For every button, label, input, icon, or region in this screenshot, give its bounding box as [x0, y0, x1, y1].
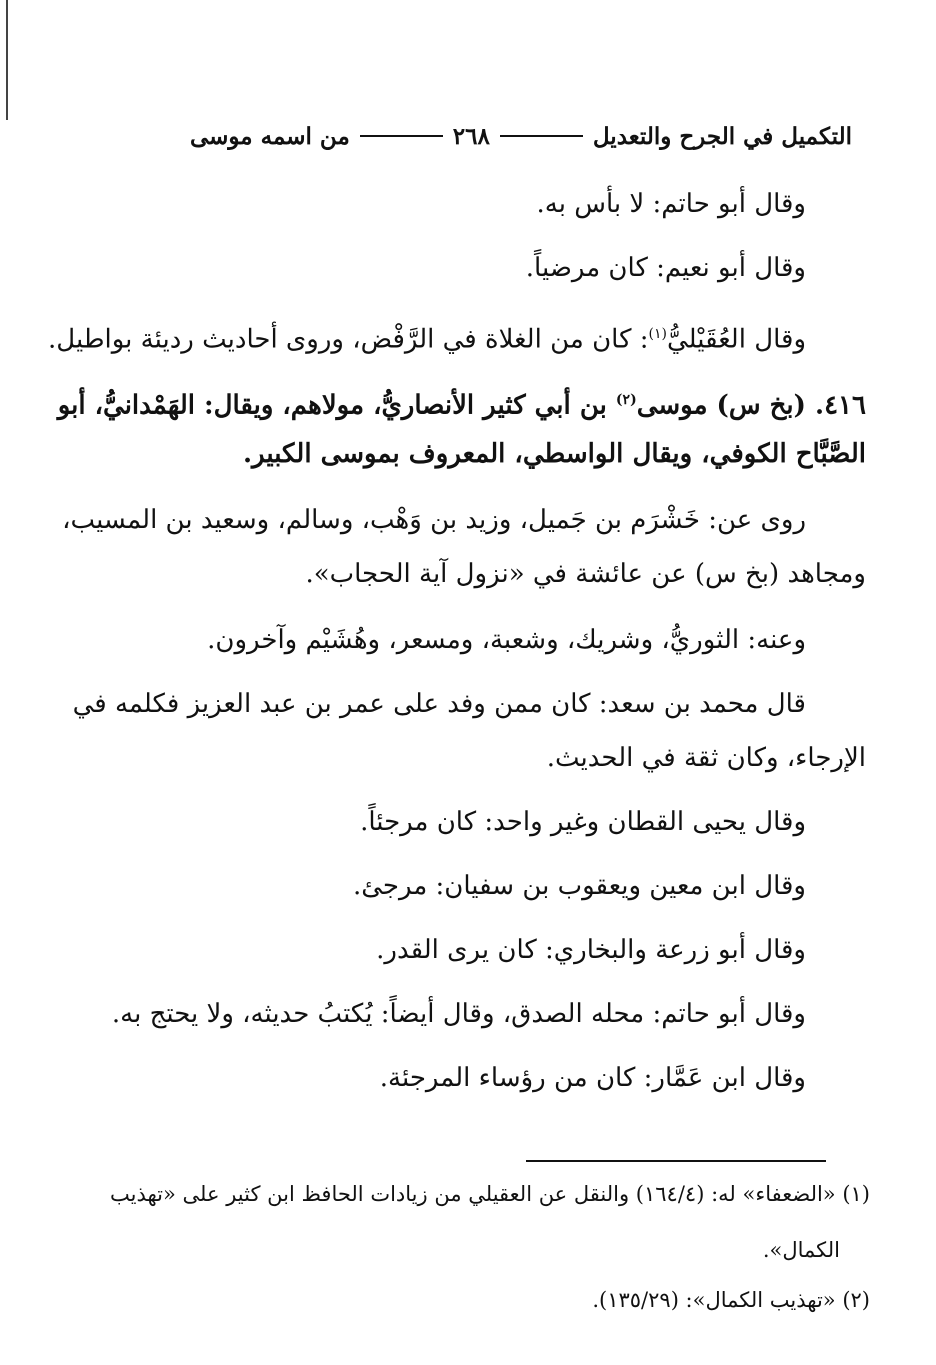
text-line: [72, 680, 806, 728]
text-span: وعنه: الثوريُّ، وشريك، وشعبة، ومسعر، وهُشَيْم وآخرون.: [207, 625, 806, 655]
footnote-line: [110, 1172, 870, 1216]
text-span: روى عن: خَشْرَم بن جَميل، وزيد بن وَهْب، وسالم، وسعيد بن المسيب،: [62, 505, 806, 535]
footnote-text: (٢) «تهذيب الكمال»: (١٣٥/٢٩).: [592, 1288, 870, 1312]
text-line: [48, 310, 806, 364]
text-span: الإرجاء، وكان ثقة في الحديث.: [546, 743, 866, 773]
text-span: وقال العُقَيْليُّ: [666, 324, 806, 355]
entry-number: ٤١٦.: [815, 390, 866, 421]
text-line: [150, 734, 866, 782]
text-span: وقال ابن عَمَّار: كان من رؤساء المرجئة.: [379, 1063, 806, 1093]
entry-name-continued: الصَّبَّاح الكوفي، ويقال الواسطي، المعروف بموسى الكبير.: [242, 439, 866, 469]
text-line: [150, 926, 806, 974]
text-span: : كان من الغلاة في الرَّفْض، وروى أحاديث رديئة بواطيل.: [48, 324, 649, 355]
text-line: [150, 616, 806, 664]
text-span: وقال أبو حاتم: لا بأس به.: [536, 189, 806, 219]
text-line: [150, 180, 806, 228]
text-span: وقال أبو حاتم: محله الصدق، وقال أيضاً: يُكتبُ حديثه، ولا يحتج به.: [111, 999, 806, 1029]
footnote-line: [140, 1228, 840, 1272]
text-line: [150, 798, 806, 846]
footnote-line: [140, 1278, 870, 1322]
text-line: [150, 862, 806, 910]
text-span: وقال ابن معين ويعقوب بن سفيان: مرجئ.: [352, 871, 806, 901]
text-line: [150, 244, 806, 292]
entry-name: (بخ س) موسى: [636, 390, 806, 421]
text-span: وقال أبو نعيم: كان مرضياً.: [525, 253, 806, 283]
running-header: [190, 112, 852, 160]
header-dash-line: [500, 135, 583, 137]
footnote-text: الكمال».: [762, 1238, 840, 1262]
text-line: [111, 990, 806, 1038]
text-span: وقال يحيى القطان وغير واحد: كان مرجئاً.: [360, 807, 806, 837]
text-span: وقال أبو زرعة والبخاري: كان يرى القدر.: [376, 935, 806, 965]
entry-name-continued: بن أبي كثير الأنصاريُّ، مولاهم، ويقال: الهَمْدانيُّ، أبو: [57, 390, 616, 421]
page-margin-line: [6, 0, 8, 120]
text-span: ومجاهد (بخ س) عن عائشة في «نزول آية الحجاب».: [305, 559, 866, 589]
entry-heading-line: [150, 430, 866, 478]
text-line: [150, 1054, 806, 1102]
header-dash-line: [360, 135, 443, 137]
footnote-marker: (١): [648, 326, 667, 342]
entry-heading-line: [57, 376, 866, 430]
footnote-separator: [526, 1160, 826, 1162]
text-span: قال محمد بن سعد: كان ممن وفد على عمر بن عبد العزيز فكلمه في: [72, 689, 806, 719]
header-page-number: ٢٦٨: [452, 122, 490, 150]
text-line: [62, 496, 806, 544]
footnote-text: (١) «الضعفاء» له: (١٦٤/٤) والنقل عن العقيلي من زيادات الحافظ ابن كثير على «تهذيب: [110, 1182, 870, 1206]
header-book-title: التكميل في الجرح والتعديل: [592, 122, 852, 150]
footnote-marker: (٢): [615, 392, 637, 408]
text-line: [150, 550, 866, 598]
header-section-name: من اسمه موسى: [189, 122, 350, 150]
